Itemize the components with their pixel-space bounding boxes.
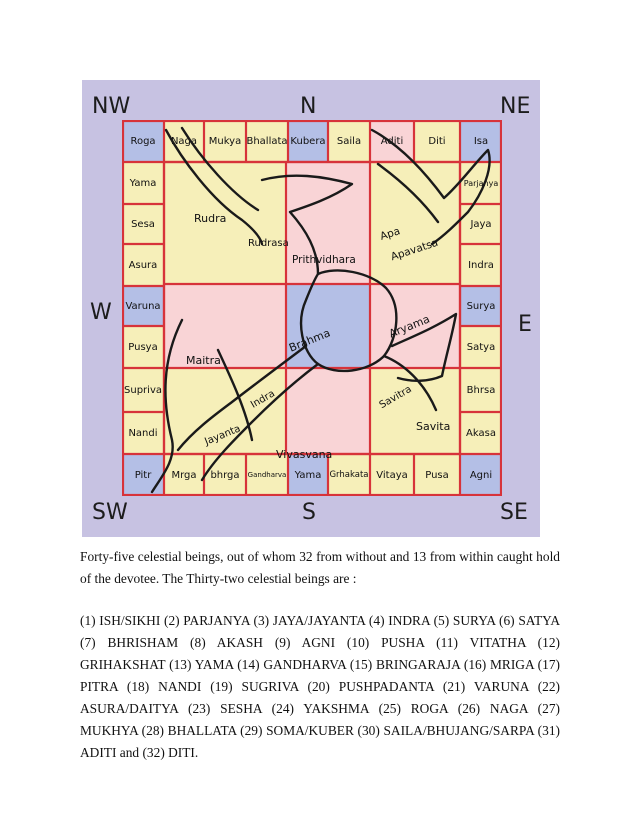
cell-akasa: Akasa	[460, 412, 502, 454]
label-jayanta: Jayanta	[203, 423, 243, 448]
cell-diti: Diti	[414, 120, 460, 162]
cell-grhakata: Grhakata	[328, 454, 370, 496]
cell-roga: Roga	[122, 120, 164, 162]
cell-varuna: Varuna	[122, 286, 164, 326]
cell-sesa: Sesa	[122, 204, 164, 244]
direction-nw: NW	[92, 94, 131, 119]
cell-asura: Asura	[122, 244, 164, 286]
cell-mukya: Mukya	[204, 120, 246, 162]
label-aryama: Aryama	[387, 312, 432, 341]
cell-gandharva: Gandharva	[246, 454, 288, 496]
direction-se: SE	[500, 500, 528, 525]
direction-sw: SW	[92, 500, 128, 525]
cell-yama-south: Yama	[288, 454, 328, 496]
cell-kubera: Kubera	[288, 120, 328, 162]
label-rudrasa: Rudrasa	[248, 238, 289, 249]
cell-jaya: Jaya	[460, 204, 502, 244]
cell-supriva: Supriva	[122, 368, 164, 412]
direction-n: N	[300, 94, 317, 119]
label-savitra: Savitra	[377, 383, 414, 412]
cell-aditi: Aditi	[370, 120, 414, 162]
cell-bhrsa: Bhrsa	[460, 368, 502, 412]
cell-agni: Agni	[460, 454, 502, 496]
cell-pusya: Pusya	[122, 326, 164, 368]
cell-parjanya: Parjanya	[460, 162, 502, 204]
label-rudra: Rudra	[194, 212, 227, 225]
label-apa: Apa	[378, 225, 402, 243]
label-savita: Savita	[416, 420, 451, 433]
cell-pitr: Pitr	[122, 454, 164, 496]
cell-vitaya: Vitaya	[370, 454, 414, 496]
cell-pusa: Pusa	[414, 454, 460, 496]
cell-satya: Satya	[460, 326, 502, 368]
caption-intro: Forty-five celestial beings, out of whom 32 from without and 13 from within caught hold of the devotee. The Thirty-two celestial beings are :	[80, 549, 560, 586]
direction-e: E	[518, 312, 532, 337]
cell-mrga: Mrga	[164, 454, 204, 496]
cell-indra-east: Indra	[460, 244, 502, 286]
cell-isa: Isa	[460, 120, 502, 162]
mandala-grid	[122, 120, 502, 496]
label-brahma: Brahma	[287, 326, 333, 355]
label-indra-inner: Indra	[248, 388, 277, 411]
direction-w: W	[90, 300, 112, 325]
cell-naga: Naga	[164, 120, 204, 162]
direction-ne: NE	[500, 94, 531, 119]
cell-saila: Saila	[328, 120, 370, 162]
cell-yama-west: Yama	[122, 162, 164, 204]
direction-s: S	[302, 500, 316, 525]
label-vivasvana: Vivasvana	[276, 448, 333, 461]
caption-list: (1) ISH/SIKHI (2) PARJANYA (3) JAYA/JAYANTA (4) INDRA (5) SURYA (6) SATYA (7) BHRISHAM (8) AKASH (9) AGNI (10) PUSHA (11) VITATHA (12) GRIHAKSHAT (13) YAMA (14) GANDHARVA (15) BRINGARAJA (16) MRIGA (17) PITRA (18) NANDI (19) SUGRIVA (20) PUSHPADANTA (21) VARUNA (22) ASURA/DAITYA (23) SESHA (24) YAKSHMA (25) ROGA (26) NAGA (27) MUKHYA (28) BHALLATA (29) SOMA/KUBER (30) SAILA/BHUJANG/SARPA (31) ADITI and (32) DITI.	[80, 613, 560, 760]
label-maitra: Maitra	[186, 354, 221, 367]
cell-surya: Surya	[460, 286, 502, 326]
cell-nandi: Nandi	[122, 412, 164, 454]
label-apavatsa: Apavatsa	[389, 236, 440, 264]
label-prithvidhara: Prithvidhara	[292, 254, 356, 266]
vastu-purusha-mandala-figure	[82, 80, 540, 537]
cell-bhrga: bhrga	[204, 454, 246, 496]
grid-and-figure-lines	[122, 120, 502, 496]
cell-bhallata: Bhallata	[246, 120, 288, 162]
